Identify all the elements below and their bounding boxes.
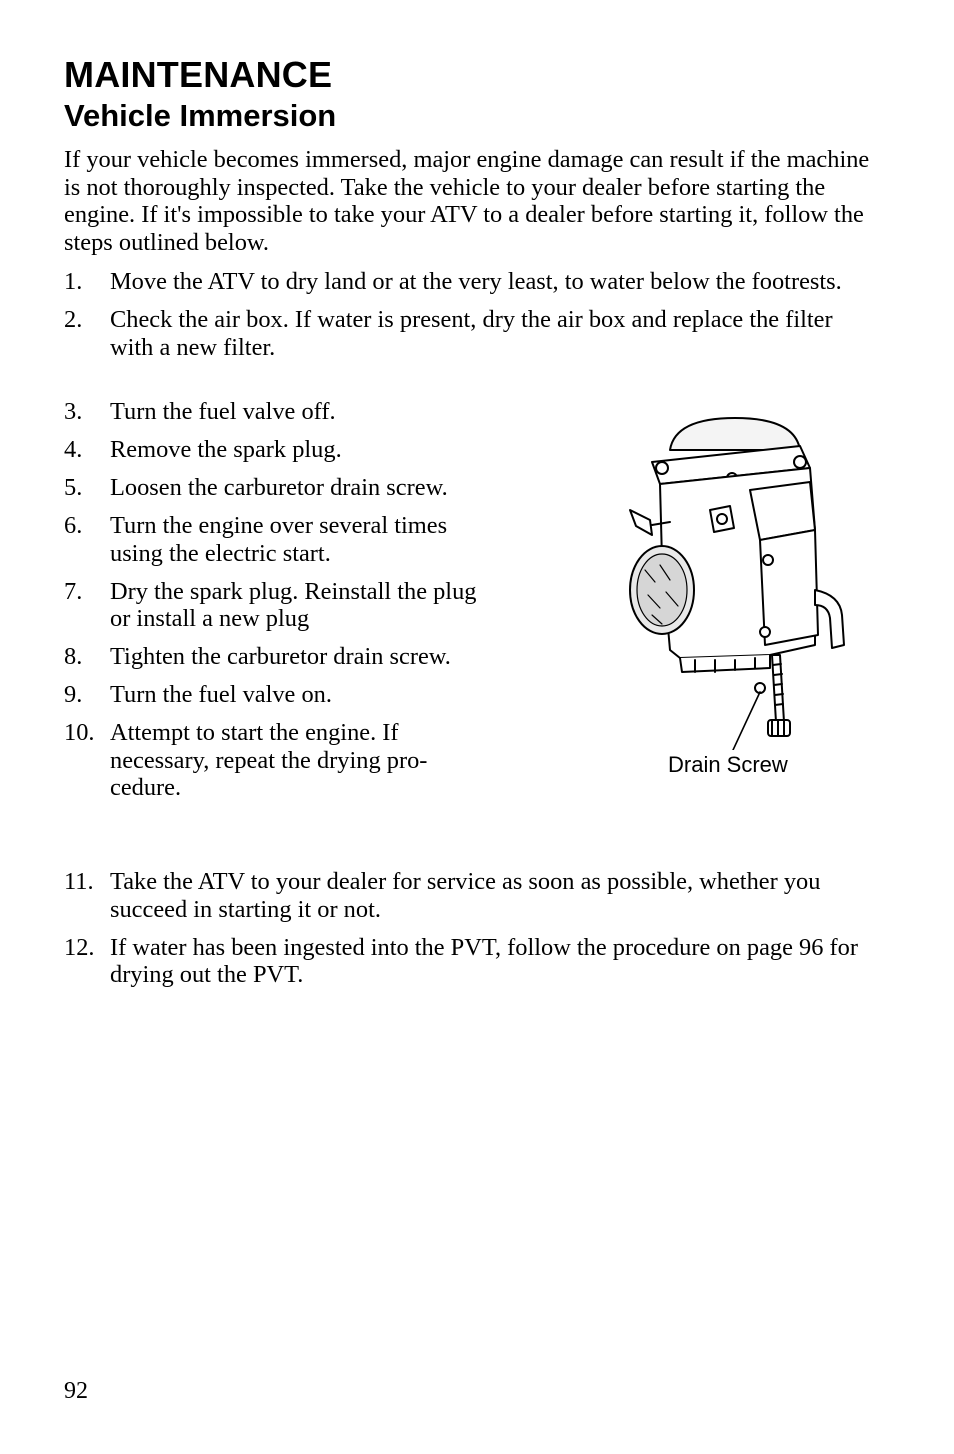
section-heading: MAINTENANCE — [64, 54, 333, 95]
list-item: 2. Check the air box. If water is present, dry the air box and replace the filter with a new filter. — [64, 305, 833, 361]
carburetor-illustration-icon — [600, 410, 870, 750]
page-title: Vehicle Immersion — [64, 98, 337, 133]
list-item: 5. Loosen the carburetor drain screw. — [64, 473, 448, 501]
drain-screw-label: Drain Screw — [668, 752, 788, 777]
list-item: 4. Remove the spark plug. — [64, 435, 342, 463]
carburetor-figure — [600, 410, 870, 800]
list-item: 7. Dry the spark plug. Reinstall the plug or install a new plug — [64, 577, 477, 633]
list-item: 9. Turn the fuel valve on. — [64, 681, 332, 709]
list-item: 6. Turn the engine over several times using the electric start. — [64, 511, 448, 567]
list-item: 10. Attempt to start the engine. If necessary, repeat the drying pro-cedure. — [64, 719, 428, 802]
steps-list-middle — [64, 398, 484, 812]
intro-paragraph: If your vehicle becomes immersed, major engine damage can result if the machine is not thoroughly inspected. Take the vehicle to your dealer before starting the engine. If it's impossible to take your ATV to a dealer before starting it, follow the steps outlined below. — [64, 146, 870, 256]
list-item: 11. Take the ATV to your dealer for service as soon as possible, whether you succeed in starting it or not. — [64, 868, 821, 923]
list-item: 8. Tighten the carburetor drain screw. — [64, 643, 451, 671]
list-item: 3. Turn the fuel valve off. — [64, 398, 336, 425]
steps-list-bottom — [64, 868, 874, 999]
list-item: 12. If water has been ingested into the PVT, follow the procedure on page 96 for drying out the PVT. — [64, 933, 858, 989]
page-number: 92 — [64, 1378, 88, 1404]
list-item: 1. Move the ATV to dry land or at the very least, to water below the footrests. — [64, 268, 842, 295]
steps-list-top — [64, 268, 874, 372]
